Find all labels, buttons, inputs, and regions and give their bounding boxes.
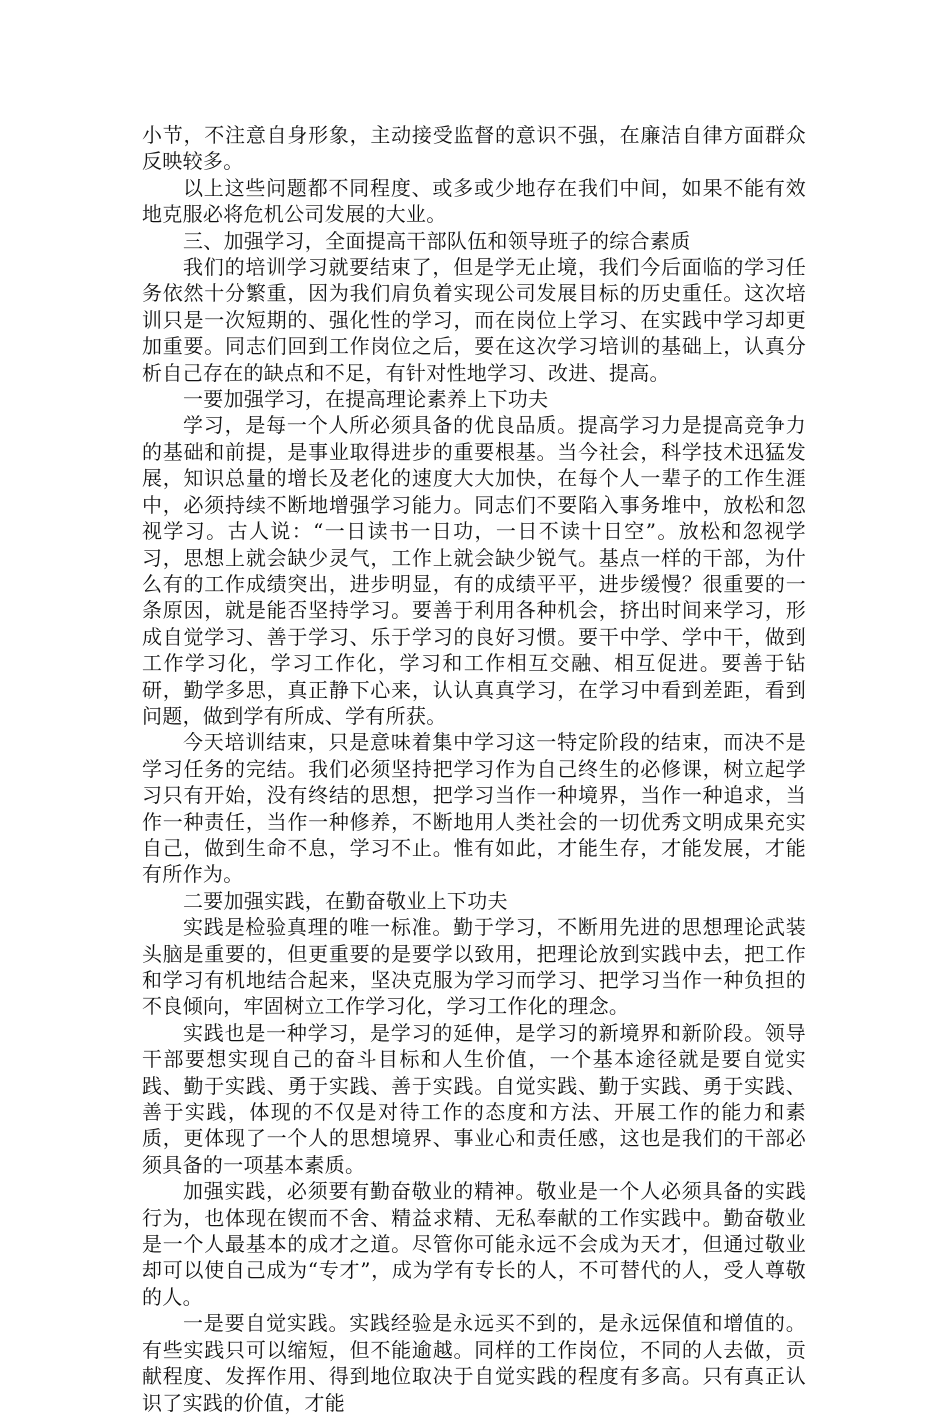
document-page	[142, 122, 806, 1416]
paragraph-learning-quality: 学习，是每一个人所必须具备的优良品质。提高学习力是提高竞争力的基础和前提，是事业取得进步的重要根基。当今社会，科学技术迅猛发展，知识总量的增长及老化的速度大大加快，在每个人一辈子的工作生涯中，必须持续不断地增强学习能力。同志们不要陷入事务堆中，放松和忽视学习。古人说：“一日读书一日功，一日不读十日空”。放松和忽视学习，思想上就会缺少灵气，工作上就会缺少锐气。基点一样的干部，为什么有的工作成绩突出，进步明显，有的成绩平平，进步缓慢？很重要的一条原因，就是能否坚持学习。要善于利用各种机会，挤出时间来学习，形成自觉学习、善于学习、乐于学习的良好习惯。要干中学、学中干，做到工作学习化，学习工作化，学习和工作相互交融、相互促进。要善于钻研，勤学多思，真正静下心来，认认真真学习，在学习中看到差距，看到问题，做到学有所成、学有所获。	[142, 413, 806, 728]
subheading-strengthen-learning: 一要加强学习，在提高理论素养上下功夫	[183, 387, 549, 412]
paragraph-practice-truth: 实践是检验真理的唯一标准。勤于学习，不断用先进的思想理论武装头脑是重要的，但更重要的是要学以致用，把理论放到实践中去，把工作和学习有机地结合起来，坚决克服为学习而学习、把学习当作一种负担的不良倾向，牢固树立工作学习化，学习工作化的理念。	[142, 915, 806, 1019]
paragraph-continuation: 小节，不注意自身形象，主动接受监督的意识不强，在廉洁自律方面群众反映较多。	[142, 123, 806, 174]
paragraph-conscious-practice: 一是要自觉实践。实践经验是永远买不到的，是永远保值和增值的。有些实践只可以缩短，但不能逾越。同样的工作岗位，不同的人去做，贡献程度、发挥作用、得到地位取决于自觉实践的程度有多高。只有真正认识了实践的价值，才能	[142, 1311, 806, 1415]
paragraph-training-ending: 我们的培训学习就要结束了，但是学无止境，我们今后面临的学习任务依然十分繁重，因为我们肩负着实现公司发展目标的历史重任。这次培训只是一次短期的、强化性的学习，而在岗位上学习、在实践中学习却更加重要。同志们回到工作岗位之后，要在这次学习培训的基础上，认真分析自己存在的缺点和不足，有针对性地学习、改进、提高。	[142, 255, 806, 385]
section-heading-three: 三、加强学习，全面提高干部队伍和领导班子的综合素质	[183, 228, 691, 253]
paragraph-dedication: 加强实践，必须要有勤奋敬业的精神。敬业是一个人必须具备的实践行为，也体现在锲而不舍、精益求精、无私奉献的工作实践中。勤奋敬业是一个人最基本的成才之道。尽管你可能永远不会成为天才，但通过敬业却可以使自己成为“专才”，成为学有专长的人，不可替代的人，受人尊敬的人。	[142, 1179, 806, 1309]
paragraph-problems-summary: 以上这些问题都不同程度、或多或少地存在我们中间，如果不能有效地克服必将危机公司发展的大业。	[142, 175, 806, 227]
paragraph-lifelong-learning: 今天培训结束，只是意味着集中学习这一特定阶段的结束，而决不是学习任务的完结。我们必须坚持把学习作为自己终生的必修课，树立起学习只有开始，没有终结的思想，把学习当作一种境界，当作一种追求，当作一种责任，当作一种修养，不断地用人类社会的一切优秀文明成果充实自己，做到生命不息，学习不止。惟有如此，才能生存，才能发展，才能有所作为。	[142, 730, 806, 887]
subheading-strengthen-practice: 二要加强实践，在勤奋敬业上下功夫	[183, 888, 508, 913]
paragraph-practice-learning: 实践也是一种学习，是学习的延伸，是学习的新境界和新阶段。领导干部要想实现自己的奋斗目标和人生价值，一个基本途径就是要自觉实践、勤于实践、勇于实践、善于实践。自觉实践、勤于实践、勇于实践、善于实践，体现的不仅是对待工作的态度和方法、开展工作的能力和素质，更体现了一个人的思想境界、事业心和责任感，这也是我们的干部必须具备的一项基本素质。	[142, 1020, 806, 1177]
